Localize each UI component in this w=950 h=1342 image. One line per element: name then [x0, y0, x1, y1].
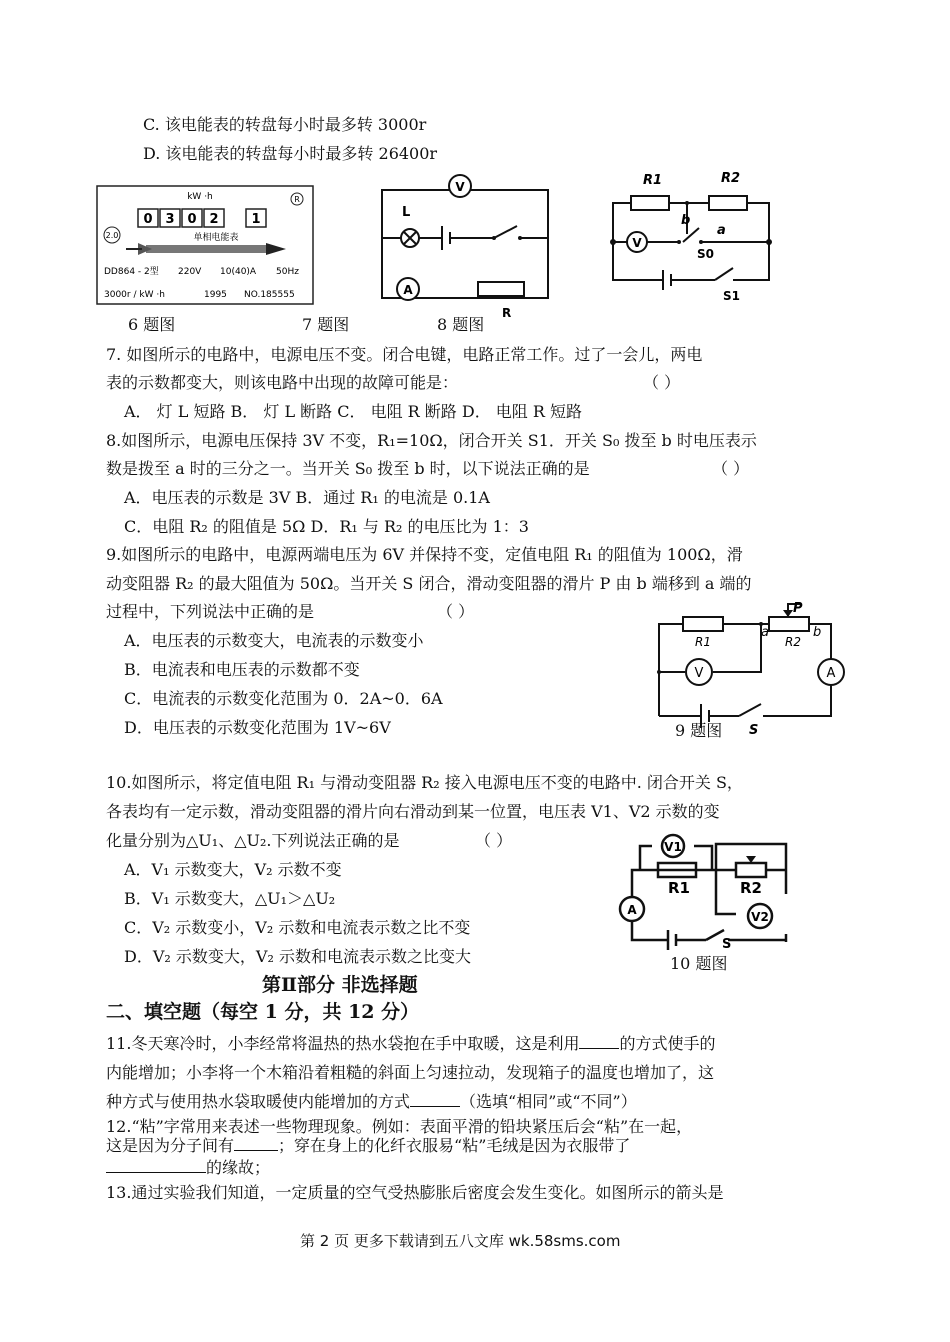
- q8-stem-line1: 8.如图所示，电源电压保持 3V 不变，R₁=10Ω，闭合开关 S1．开关 S₀ 拨至 b 时电压表示: [106, 431, 757, 450]
- resistor-r2-icon: [709, 196, 747, 210]
- q10-stem-line3: 化量分别为△U₁、△U₂.下列说法正确的是: [106, 831, 400, 850]
- q9-option-b: B．电流表和电压表的示数都不变: [124, 660, 360, 679]
- q9-stem-line1: 9.如图所示的电路中，电源两端电压为 6V 并保持不变，定值电阻 R₁ 的阻值为 100Ω，滑: [106, 545, 743, 564]
- fig7-a-label: A: [403, 283, 413, 297]
- fig9-r1-label: R1: [695, 635, 711, 649]
- fig10-v2-label: V2: [751, 910, 769, 924]
- fig9-caption: 9 题图: [675, 721, 723, 740]
- switch-s0-icon: [683, 228, 699, 242]
- q12-line2: [106, 1133, 630, 1156]
- fig8-caption: 8 题图: [437, 315, 485, 334]
- figure-8-circuit: [603, 158, 779, 306]
- q11-blank1[interactable]: [579, 1034, 619, 1049]
- fig9-b-label: b: [813, 625, 822, 640]
- q12-blank1[interactable]: [234, 1136, 278, 1151]
- switch-s1-icon: [715, 268, 733, 280]
- q9-option-c: C．电流表的示数变化范围为 0．2A~0．6A: [124, 689, 443, 708]
- q10-stem-line2: 各表均有一定示数，滑动变阻器的滑片向右滑动到某一位置，电压表 V1、V2 示数的变: [106, 802, 720, 821]
- q11-line3-tail: （选填“相同”或“不同”）: [460, 1092, 637, 1111]
- section-title: 第Ⅱ部分 非选择题: [262, 974, 418, 996]
- q11-line1-text: 11.冬天寒冷时，小李经常将温热的热水袋抱在手中取暖，这是利用: [106, 1034, 580, 1053]
- q8-options-line2: C．电阻 R₂ 的阻值是 5Ω D．R₁ 与 R₂ 的电压比为 1：3: [124, 517, 529, 536]
- q11-line3-text: 种方式与使用热水袋取暖使内能增加的方式: [106, 1092, 411, 1111]
- q11-line3: [106, 1089, 637, 1112]
- fig9-v-label: V: [694, 666, 704, 681]
- meter-serial: NO.185555: [244, 290, 295, 300]
- fig8-a-label: a: [717, 223, 726, 238]
- q11-line1: [106, 1031, 715, 1054]
- q7-stem-line2: 表的示数都变大，则该电路中出现的故障可能是：: [106, 373, 459, 392]
- q7-answer-paren: （ ）: [643, 373, 681, 392]
- fig10-caption: 10 题图: [670, 954, 728, 973]
- q9-option-d: D．电压表的示数变化范围为 1V~6V: [124, 718, 391, 737]
- fig8-r1-label: R1: [643, 173, 663, 188]
- meter-constant: 3000r / kW ·h: [104, 290, 165, 300]
- q11-blank2[interactable]: [410, 1092, 460, 1107]
- meter-digit: 2: [209, 212, 219, 227]
- q13-line1: 13.通过实验我们知道，一定质量的空气受热膨胀后密度会发生变化。如图所示的箭头是: [106, 1183, 724, 1202]
- meter-year: 1995: [204, 290, 227, 300]
- q12-blank2[interactable]: [106, 1158, 206, 1173]
- q11-line1-tail: 的方式使手的: [619, 1034, 716, 1053]
- meter-frequency: 50Hz: [276, 267, 299, 277]
- meter-class-label: 2.0: [105, 231, 119, 240]
- rheostat-r2-icon: [736, 863, 766, 877]
- section2-heading: 二、填空题（每空 1 分，共 12 分）: [106, 1001, 420, 1023]
- fig9-am-label: A: [826, 666, 836, 681]
- figure-7-circuit: [372, 172, 554, 324]
- q9-option-a: A．电压表的示数变大，电流表的示数变小: [124, 631, 424, 650]
- fig9-p-label: P: [793, 601, 803, 616]
- fig7-caption: 7 题图: [302, 315, 350, 334]
- meter-digit: 1: [251, 212, 261, 227]
- figure-6-electric-meter: [96, 185, 316, 307]
- q9-stem-line3: 过程中，下列说法中正确的是: [106, 602, 315, 621]
- meter-digit: 0: [187, 212, 197, 227]
- q12-line3: [106, 1155, 270, 1178]
- q12-line2-text: 这是因为分子间有: [106, 1136, 235, 1155]
- q10-stem-line1: 10.如图所示，将定值电阻 R₁ 与滑动变阻器 R₂ 接入电源电压不变的电路中. 闭合开关 S，: [106, 773, 743, 792]
- rheostat-r2-icon: [769, 617, 809, 631]
- fig9-r2-label: R2: [785, 635, 801, 649]
- meter-voltage: 220V: [178, 267, 202, 277]
- meter-reg-mark: R: [294, 195, 300, 204]
- fig10-s-label: S: [722, 937, 732, 950]
- meter-digit: 0: [143, 212, 153, 227]
- q10-option-b: B．V₁ 示数变大，△U₁＞△U₂: [124, 889, 336, 908]
- meter-digit: 3: [165, 212, 175, 227]
- meter-title: 单相电能表: [193, 233, 239, 243]
- fig8-s0-label: S0: [697, 247, 714, 261]
- switch-icon: [739, 704, 761, 716]
- meter-model: DD864 - 2型: [104, 267, 159, 277]
- switch-icon: [494, 226, 517, 238]
- q10-option-d: D．V₂ 示数变大，V₂ 示数和电流表示数之比变大: [124, 947, 471, 966]
- fig9-a-label: a: [761, 625, 769, 640]
- fig9-s-label: S: [749, 723, 759, 738]
- q9-answer-paren: （ ）: [437, 602, 475, 621]
- q8-stem-line2: 数是拨至 a 时的三分之一。当开关 S₀ 拨至 b 时，以下说法正确的是: [106, 459, 590, 478]
- q10-option-c: C．V₂ 示数变小，V₂ 示数和电流表示数之比不变: [124, 918, 471, 937]
- resistor-icon: [478, 282, 524, 296]
- q7-options: A． 灯 L 短路 B． 灯 L 断路 C． 电阻 R 断路 D． 电阻 R 短路: [124, 402, 583, 421]
- q12-line2-tail: ；穿在身上的化纤衣服易“粘”毛绒是因为衣服带了: [278, 1136, 631, 1155]
- fig10-r2-label: R2: [740, 879, 762, 897]
- resistor-r1-icon: [683, 617, 723, 631]
- q6-option-c: C. 该电能表的转盘每小时最多转 3000r: [143, 115, 427, 134]
- q7-stem-line1: 7. 如图所示的电路中，电源电压不变。闭合电键，电路正常工作。过了一会儿，两电: [106, 345, 703, 364]
- figure-10-circuit: [612, 830, 806, 950]
- q10-answer-paren: （ ）: [475, 831, 513, 850]
- meter-digits: [138, 209, 266, 227]
- q11-line2: 内能增加；小李将一个木箱沿着粗糙的斜面上匀速拉动，发现箱子的温度也增加了，这: [106, 1063, 715, 1082]
- page-footer: 第 2 页 更多下载请到五八文库 wk.58sms.com: [300, 1232, 621, 1250]
- q6-option-d: D. 该电能表的转盘每小时最多转 26400r: [143, 144, 438, 163]
- fig10-v1-label: V1: [664, 840, 682, 854]
- fig8-r2-label: R2: [721, 171, 741, 186]
- resistor-r1-icon: [631, 196, 669, 210]
- fig7-l-label: L: [402, 205, 411, 220]
- meter-unit: kW ·h: [187, 192, 213, 202]
- fig10-a-label: A: [627, 903, 637, 917]
- meter-disc-indicator: [126, 243, 286, 255]
- q9-stem-line2: 动变阻器 R₂ 的最大阻值为 50Ω。当开关 S 闭合，滑动变阻器的滑片 P 由 b 端移到 a 端的: [106, 574, 752, 593]
- fig8-s1-label: S1: [723, 289, 740, 303]
- q12-line1: 12.“粘”字常用来表述一些物理现象。例如：表面平滑的铅块紧压后会“粘”在一起，: [106, 1117, 693, 1136]
- q12-line3-tail: 的缘故；: [206, 1158, 271, 1177]
- q10-option-a: A．V₁ 示数变大，V₂ 示数不变: [124, 860, 342, 879]
- q8-options-line1: A．电压表的示数是 3V B．通过 R₁ 的电流是 0.1A: [124, 488, 490, 507]
- fig8-b-label: b: [681, 213, 691, 228]
- fig8-v-label: V: [632, 236, 642, 250]
- fig7-v-label: V: [455, 180, 465, 194]
- q8-answer-paren: （ ）: [712, 459, 750, 478]
- fig10-r1-label: R1: [668, 879, 690, 897]
- fig6-caption: 6 题图: [128, 315, 176, 334]
- figure-9-circuit: [653, 596, 851, 738]
- fig7-r-label: R: [502, 306, 512, 320]
- meter-current: 10(40)A: [220, 267, 257, 277]
